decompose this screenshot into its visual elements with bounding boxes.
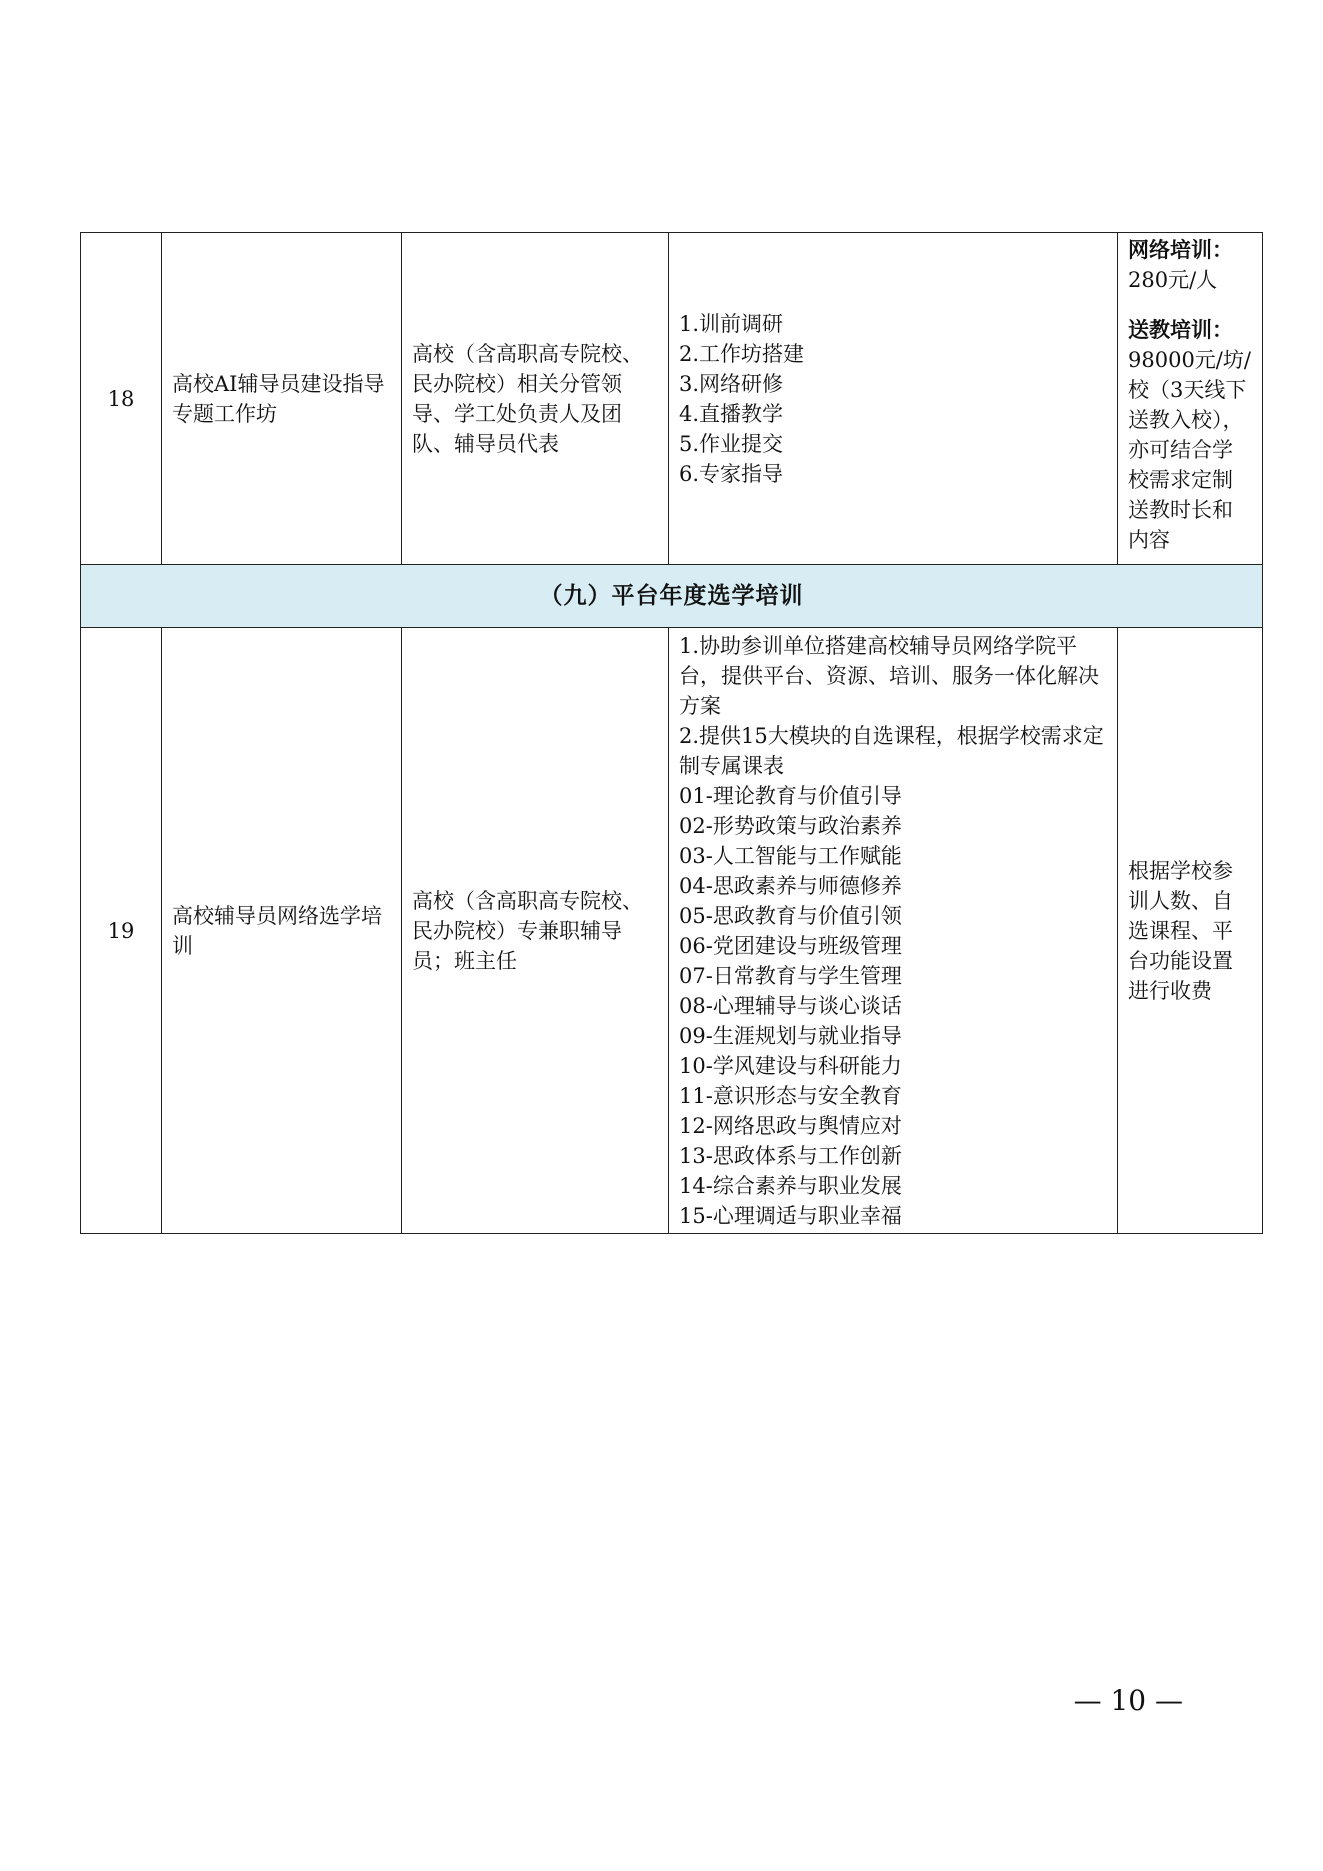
row-number: 19 [81, 628, 162, 1234]
row-number: 18 [81, 233, 162, 565]
list-item: 05-思政教育与价值引领 [679, 903, 902, 928]
page-number [0, 1684, 1323, 1717]
list-item: 11-意识形态与安全教育 [679, 1083, 902, 1108]
onsite-fee-value: 98000元/坊/校（3天线下送教入校），亦可结合学校需求定制送教时长和内容 [1128, 348, 1251, 552]
online-fee-value: 280元/人 [1128, 268, 1218, 292]
list-item: 08-心理辅导与谈心谈话 [679, 993, 902, 1018]
list-item: 04-思政素养与师德修养 [679, 873, 902, 898]
table-row [81, 233, 1263, 565]
content-list [679, 309, 1107, 489]
target-audience: 高校（含高职高专院校、民办院校）专兼职辅导员；班主任 [402, 628, 669, 1234]
list-item: 12-网络思政与舆情应对 [679, 1113, 902, 1138]
fee-cell: 根据学校参训人数、自选课程、平台功能设置进行收费 [1118, 628, 1263, 1234]
fee-cell [1118, 233, 1263, 565]
list-item: 1.协助参训单位搭建高校辅导员网络学院平台，提供平台、资源、培训、服务一体化解决方案 [679, 633, 1099, 718]
list-item: 09-生涯规划与就业指导 [679, 1023, 902, 1048]
content-list [679, 631, 1107, 1231]
list-item: 03-人工智能与工作赋能 [679, 843, 902, 868]
onsite-fee-label: 送教培训： [1128, 317, 1233, 342]
list-item: 10-学风建设与科研能力 [679, 1053, 902, 1078]
list-item: 15-心理调适与职业幸福 [679, 1203, 902, 1228]
list-item: 3.网络研修 [679, 371, 784, 396]
section-header-row [81, 565, 1263, 628]
list-item: 06-党团建设与班级管理 [679, 933, 902, 958]
page-number-text: — 10 — [1073, 1684, 1183, 1717]
training-table [80, 232, 1263, 1234]
list-item: 2.提供15大模块的自选课程，根据学校需求定制专属课表 [679, 723, 1104, 778]
training-table-container [80, 232, 1262, 1234]
list-item: 07-日常教育与学生管理 [679, 963, 902, 988]
list-item: 14-综合素养与职业发展 [679, 1173, 902, 1198]
list-item: 4.直播教学 [679, 401, 784, 426]
table-row [81, 628, 1263, 1234]
list-item: 2.工作坊搭建 [679, 341, 805, 366]
online-fee-label: 网络培训： [1128, 237, 1233, 262]
section-title: （九）平台年度选学培训 [81, 565, 1263, 628]
list-item: 01-理论教育与价值引导 [679, 783, 902, 808]
target-audience: 高校（含高职高专院校、民办院校）相关分管领导、学工处负责人及团队、辅导员代表 [402, 233, 669, 565]
program-name: 高校AI辅导员建设指导专题工作坊 [162, 233, 402, 565]
program-content [669, 233, 1118, 565]
list-item: 5.作业提交 [679, 431, 784, 456]
list-item: 02-形势政策与政治素养 [679, 813, 902, 838]
list-item: 1.训前调研 [679, 311, 784, 336]
program-name: 高校辅导员网络选学培训 [162, 628, 402, 1234]
program-content [669, 628, 1118, 1234]
list-item: 13-思政体系与工作创新 [679, 1143, 902, 1168]
list-item: 6.专家指导 [679, 461, 784, 486]
